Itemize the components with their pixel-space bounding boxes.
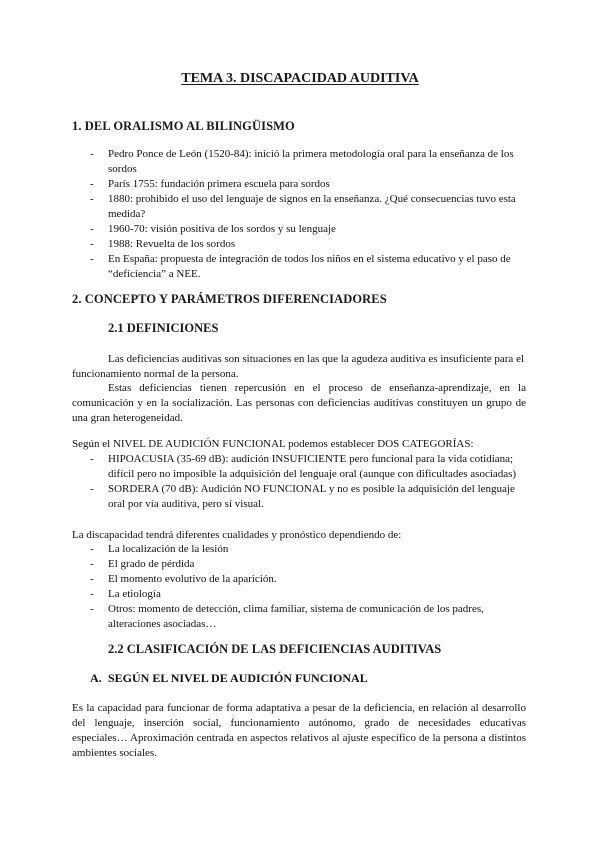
list-item: - El momento evolutivo de la aparición. — [90, 572, 526, 587]
factors-intro: La discapacidad tendrá diferentes cualidades y pronóstico dependiendo de: — [72, 529, 402, 541]
list-item: - El grado de pérdida — [90, 557, 526, 572]
subsection-2-2-heading: 2.2 CLASIFICACIÓN DE LAS DEFICIENCIAS AUDITIVAS — [108, 642, 442, 656]
list-item: - Otros: momento de detección, clima familiar, sistema de comunicación de los padres, alteraciones asociadas… — [90, 602, 526, 632]
categories-list — [90, 452, 526, 512]
list-letter: A. — [90, 671, 102, 685]
document-title: TEMA 3. DISCAPACIDAD AUDITIVA — [181, 71, 419, 86]
subsection-2-1-heading: 2.1 DEFINICIONES — [108, 321, 219, 335]
list-item: - HIPOACUSIA (35-69 dB): audición INSUFICIENTE pero funcional para la vida cotidiana; difícil pero no imposible la adquisición del lenguaje oral (aunque con dificultades asociadas) — [90, 452, 526, 482]
list-item: - La localización de la lesión — [90, 542, 526, 557]
history-list — [90, 147, 526, 282]
functional-hearing-paragraph: Es la capacidad para funcionar de forma adaptativa a pesar de la deficiencia, en relación al desarrollo del lenguaje, inserción social, funcionamiento autónomo, grado de necesidades educativas especiales… Aproximación centrada en aspectos relativos al ajuste específico de la persona a distintos ambientes sociales. — [72, 702, 526, 759]
list-item: - En España: propuesta de integración de todos los niños en el sistema educativo y el paso de “deficiencia” a NEE. — [90, 252, 526, 282]
list-item: - Pedro Ponce de León (1520-84): inició la primera metodología oral para la enseñanza de los sordos — [90, 147, 526, 177]
list-item: - 1960-70: visión positiva de los sordos y su lenguaje — [90, 222, 526, 237]
classification-a-title: SEGÚN EL NIVEL DE AUDICIÓN FUNCIONAL — [108, 671, 368, 685]
list-item: - París 1755: fundación primera escuela para sordos — [90, 177, 526, 192]
definition-paragraph: Las deficiencias auditivas son situaciones en las que la agudeza auditiva es insuficiente para el funcionamiento normal de la persona. — [72, 353, 525, 380]
section-2-heading: 2. CONCEPTO Y PARÁMETROS DIFERENCIADORES — [72, 292, 387, 306]
section-1-heading: 1. DEL ORALISMO AL BILINGÜISMO — [72, 119, 295, 133]
repercussion-paragraph: Estas deficiencias tienen repercusión en el proceso de enseñanza-aprendizaje, en la comunicación y en la socialización. Las personas con deficiencias auditivas constituyen un grupo de una gran heterogeneidad. — [72, 382, 526, 424]
list-item: - 1988: Revuelta de los sordos — [90, 237, 526, 252]
list-item: - La etiología — [90, 587, 526, 602]
categories-intro: Según el NIVEL DE AUDICIÓN FUNCIONAL podemos establecer DOS CATEGORÍAS: — [72, 438, 474, 450]
factors-list — [90, 542, 526, 632]
list-item: - SORDERA (70 dB): Audición NO FUNCIONAL y no es posible la adquisición del lenguaje oral por vía auditiva, pero sí visual. — [90, 482, 526, 512]
list-item: - 1880: prohibido el uso del lenguaje de signos en la enseñanza. ¿Qué consecuencias tuvo esta medida? — [90, 192, 526, 222]
classification-a-heading — [90, 671, 368, 686]
